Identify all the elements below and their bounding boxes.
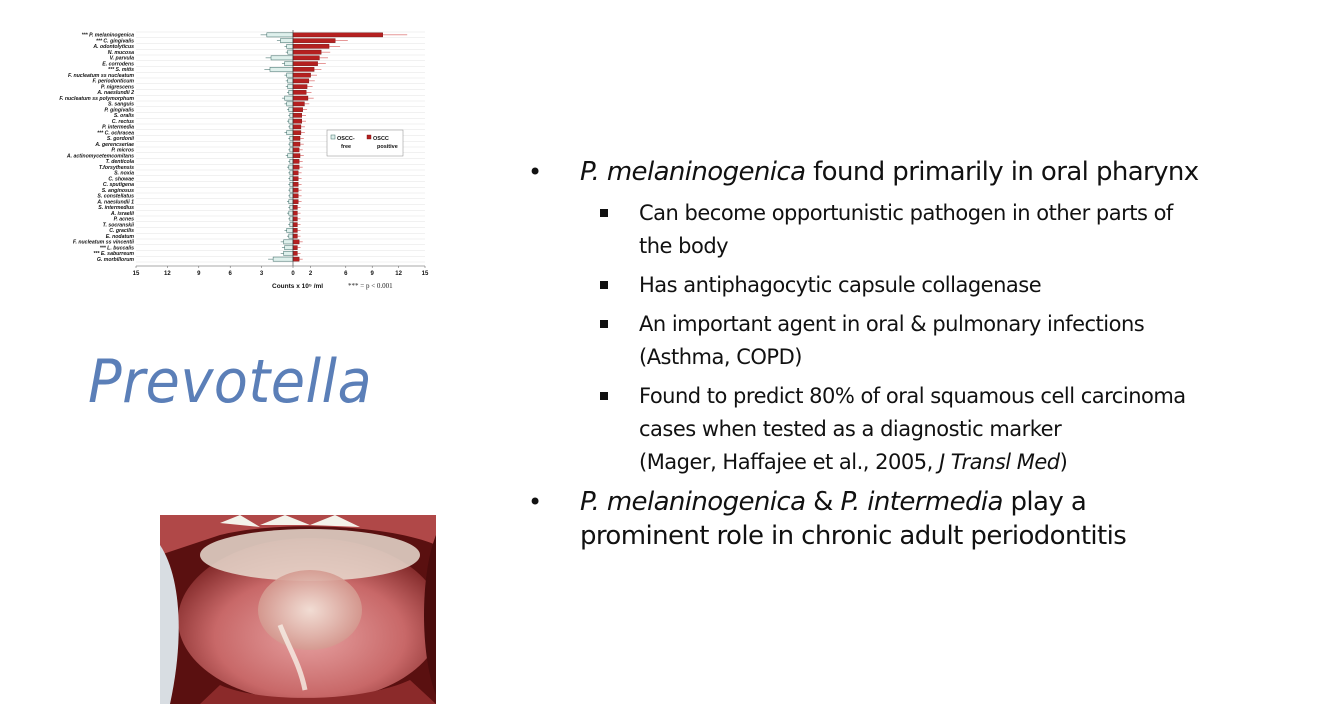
bullet-line [639, 380, 1318, 413]
italic-text: P. melaninogenica [580, 157, 806, 187]
category-label: S. gordonii [106, 136, 134, 143]
category-label: F. nucleatum ss polymorphum [59, 95, 134, 102]
bar-oscc-positive [293, 96, 308, 100]
bar-oscc-free [289, 211, 293, 215]
bar-oscc-free [289, 234, 293, 238]
bar-oscc-positive [293, 56, 319, 60]
category-label: A. israelii [110, 210, 134, 217]
category-label: N. mucosa [107, 49, 134, 56]
bar-oscc-positive [293, 188, 298, 192]
category-label: S. sanguis [108, 101, 134, 108]
bar-oscc-positive [293, 246, 297, 250]
significance-note: *** = p < 0.001 [348, 282, 393, 290]
bar-oscc-free [289, 165, 293, 169]
category-label: P. intermedia [102, 124, 134, 131]
bullet-line [639, 341, 1318, 374]
bar-oscc-positive [293, 44, 329, 48]
text-run: (Mager, Haffajee et al., 2005, [639, 450, 939, 474]
bar-oscc-positive [293, 33, 383, 37]
bar-oscc-positive [293, 177, 298, 181]
bar-oscc-positive [293, 228, 297, 232]
bar-oscc-positive [293, 257, 299, 261]
bar-oscc-free [287, 44, 293, 48]
bar-oscc-positive [293, 182, 298, 186]
bar-oscc-positive [293, 113, 302, 117]
bar-oscc-positive [293, 194, 298, 198]
bar-oscc-free [270, 67, 293, 71]
square-bullet-icon [600, 209, 608, 217]
text-run: Has antiphagocytic capsule collagenase [639, 273, 1042, 297]
square-bullet-icon [600, 320, 608, 328]
category-label: E. nodatum [105, 233, 134, 240]
bar-oscc-free [285, 62, 293, 66]
bar-oscc-positive [293, 136, 300, 140]
category-label: *** E. saburreum [93, 251, 134, 258]
category-label: F. nucleatum ss vincentii [72, 239, 134, 246]
italic-text: P. intermedia [840, 487, 1003, 517]
bar-oscc-free [287, 228, 293, 232]
category-label: C. gracilis [109, 228, 134, 235]
bar-oscc-positive [293, 148, 299, 152]
bar-oscc-free [287, 102, 293, 106]
sub-bullet-item [528, 269, 1318, 302]
legend-label: OSCC [373, 136, 389, 142]
bar-oscc-free [290, 188, 293, 192]
bullet-item [528, 485, 1318, 553]
bullet-line [639, 446, 1318, 479]
bullet-list [528, 155, 1318, 553]
bar-oscc-free [284, 251, 293, 255]
category-label: *** P. melaninogenica [81, 32, 134, 39]
bar-oscc-free [287, 73, 293, 77]
bar-oscc-free [287, 131, 293, 135]
bar-oscc-free [288, 85, 293, 89]
sub-bullet-item [528, 308, 1318, 374]
bar-oscc-positive [293, 205, 297, 209]
category-label: C. rectus [111, 118, 134, 125]
bar-oscc-positive [293, 211, 297, 215]
bar-oscc-positive [293, 119, 302, 123]
bacteria-count-chart [59, 26, 440, 296]
bar-oscc-positive [293, 240, 299, 244]
bar-oscc-free [290, 182, 293, 186]
bullet-line [580, 485, 1318, 519]
bullet-line [580, 519, 1318, 553]
bar-oscc-free [290, 205, 293, 209]
category-label: C. sputigena [102, 182, 134, 189]
bar-oscc-free [290, 113, 293, 117]
text-run: prominent role in chronic adult periodontitis [580, 521, 1127, 551]
x-tick-label: 12 [164, 271, 171, 277]
category-label: P. micros [111, 147, 134, 154]
bar-oscc-free [290, 223, 293, 227]
bar-oscc-positive [293, 90, 306, 94]
bar-oscc-positive [293, 50, 321, 54]
bar-oscc-free [290, 125, 293, 129]
bar-oscc-free [288, 154, 293, 158]
bar-oscc-free [271, 56, 293, 60]
bar-oscc-positive [293, 142, 300, 146]
bar-oscc-free [288, 79, 293, 83]
bar-oscc-positive [293, 79, 309, 83]
italic-text: J Transl Med [938, 450, 1060, 474]
bar-oscc-free [290, 159, 293, 163]
category-label: S. intermedius [98, 205, 134, 212]
bullet-item [528, 155, 1318, 189]
bar-oscc-positive [293, 251, 297, 255]
bar-oscc-free [285, 246, 293, 250]
category-label: G. morbillorum [96, 256, 134, 263]
category-label: A. naeslundii 1 [97, 199, 134, 206]
bar-oscc-free [290, 148, 293, 152]
x-tick-label: 0 [291, 271, 295, 277]
bar-oscc-positive [293, 131, 301, 135]
bar-oscc-positive [293, 200, 298, 204]
category-label: S. oralis [113, 113, 134, 120]
bar-oscc-positive [293, 62, 318, 66]
category-label: S. noxia [114, 170, 134, 177]
bar-oscc-positive [293, 67, 314, 71]
category-label: F. nucleatum ss nucleatum [67, 72, 134, 79]
sub-bullet-list [528, 197, 1318, 479]
legend-swatch-oscc-positive [367, 135, 371, 139]
bullet-line [639, 230, 1318, 263]
italic-text: P. melaninogenica [580, 487, 806, 517]
category-label: T.forsythensis [98, 164, 134, 171]
bar-oscc-free [289, 119, 293, 123]
category-label: *** S. mitis [108, 67, 134, 74]
text-run: found primarily in oral pharynx [805, 157, 1199, 187]
category-label: F. periodonticum [92, 78, 134, 85]
category-label: P. gingivalis [104, 107, 134, 114]
text-run: the body [639, 234, 729, 258]
category-label: S. anginosus [101, 187, 134, 194]
bar-oscc-positive [293, 223, 297, 227]
legend-label: positive [377, 144, 398, 150]
bar-oscc-positive [293, 108, 303, 112]
bar-oscc-positive [293, 39, 335, 43]
category-label: T. socranskii [102, 222, 134, 229]
bar-oscc-positive [293, 73, 311, 77]
x-tick-label: 9 [370, 271, 374, 277]
bar-oscc-positive [293, 159, 299, 163]
oral-lesion-photo [160, 515, 436, 704]
text-run: & [805, 487, 841, 517]
bar-oscc-free [290, 194, 293, 198]
slide-title: Prevotella [88, 347, 373, 417]
text-run: ) [1059, 450, 1068, 474]
x-tick-label: 2 [308, 271, 313, 277]
bullet-line [639, 413, 1318, 446]
bar-oscc-positive [293, 154, 300, 158]
bullet-line [639, 269, 1318, 302]
x-axis-title: Counts x 10⁵ /ml [272, 283, 324, 290]
text-run: Found to predict 80% of oral squamous cell carcinoma [639, 384, 1186, 408]
bullet-dot-icon: • [528, 158, 542, 186]
bar-oscc-free [267, 33, 293, 37]
category-label: A. naeslundii 2 [97, 90, 134, 97]
chart-svg [59, 26, 440, 296]
category-label: C. showae [108, 176, 134, 183]
sub-bullet-item [528, 197, 1318, 263]
text-run: Can become opportunistic pathogen in other parts of [639, 201, 1173, 225]
bar-oscc-positive [293, 125, 301, 129]
category-label: *** L. buccalis [99, 245, 134, 252]
category-label: A. actinomycetemcomitans [66, 153, 134, 160]
legend-label: free [341, 144, 352, 150]
bar-oscc-free [289, 108, 293, 112]
bar-oscc-free [289, 90, 293, 94]
legend-label: OSCC- [337, 136, 355, 142]
bar-oscc-free [288, 50, 293, 54]
x-tick-label: 15 [132, 271, 140, 277]
bullet-dot-icon: • [528, 488, 542, 516]
bar-oscc-free [290, 177, 293, 181]
x-tick-label: 3 [259, 271, 264, 277]
bar-oscc-positive [293, 102, 304, 106]
text-run: cases when tested as a diagnostic marker [639, 417, 1062, 441]
bar-oscc-positive [293, 217, 297, 221]
text-run: play a [1002, 487, 1087, 517]
bullet-line [639, 308, 1318, 341]
legend-swatch-oscc-free [331, 135, 335, 139]
x-tick-label: 15 [421, 271, 429, 277]
x-tick-label: 9 [197, 271, 201, 277]
bar-oscc-free [290, 142, 293, 146]
category-label: *** C. gingivalis [95, 38, 134, 45]
category-label: P. acnes [113, 216, 134, 223]
text-run: An important agent in oral & pulmonary infections [639, 312, 1145, 336]
category-label: E. corrodens [102, 61, 134, 68]
bullet-line [639, 197, 1318, 230]
category-label: T. denticola [105, 159, 134, 166]
text-run: (Asthma, COPD) [639, 345, 802, 369]
bar-oscc-positive [293, 165, 299, 169]
bullet-line [580, 155, 1318, 189]
x-tick-label: 6 [344, 271, 348, 277]
x-tick-label: 12 [395, 271, 402, 277]
bar-oscc-positive [293, 171, 298, 175]
category-label: S. constellatus [97, 193, 134, 200]
tongue-lesion-image [160, 515, 436, 704]
category-label: P. nigrescens [100, 84, 134, 91]
bar-oscc-free [290, 171, 293, 175]
bar-oscc-free [284, 240, 293, 244]
bar-oscc-positive [293, 85, 307, 89]
square-bullet-icon [600, 281, 608, 289]
bar-oscc-free [285, 96, 293, 100]
category-label: *** C. ochracea [97, 130, 134, 137]
bar-oscc-free [280, 39, 293, 43]
x-tick-label: 6 [228, 271, 232, 277]
bar-oscc-free [290, 217, 293, 221]
bar-oscc-positive [293, 234, 297, 238]
bar-oscc-free [273, 257, 293, 261]
bar-oscc-free [290, 136, 293, 140]
sub-bullet-item [528, 380, 1318, 479]
square-bullet-icon [600, 392, 608, 400]
bar-oscc-free [289, 200, 293, 204]
category-label: V. parvula [109, 55, 134, 62]
category-label: A. odontolyticus [93, 44, 134, 51]
legend-box [327, 130, 403, 156]
category-label: A. gerencseriae [95, 141, 134, 148]
